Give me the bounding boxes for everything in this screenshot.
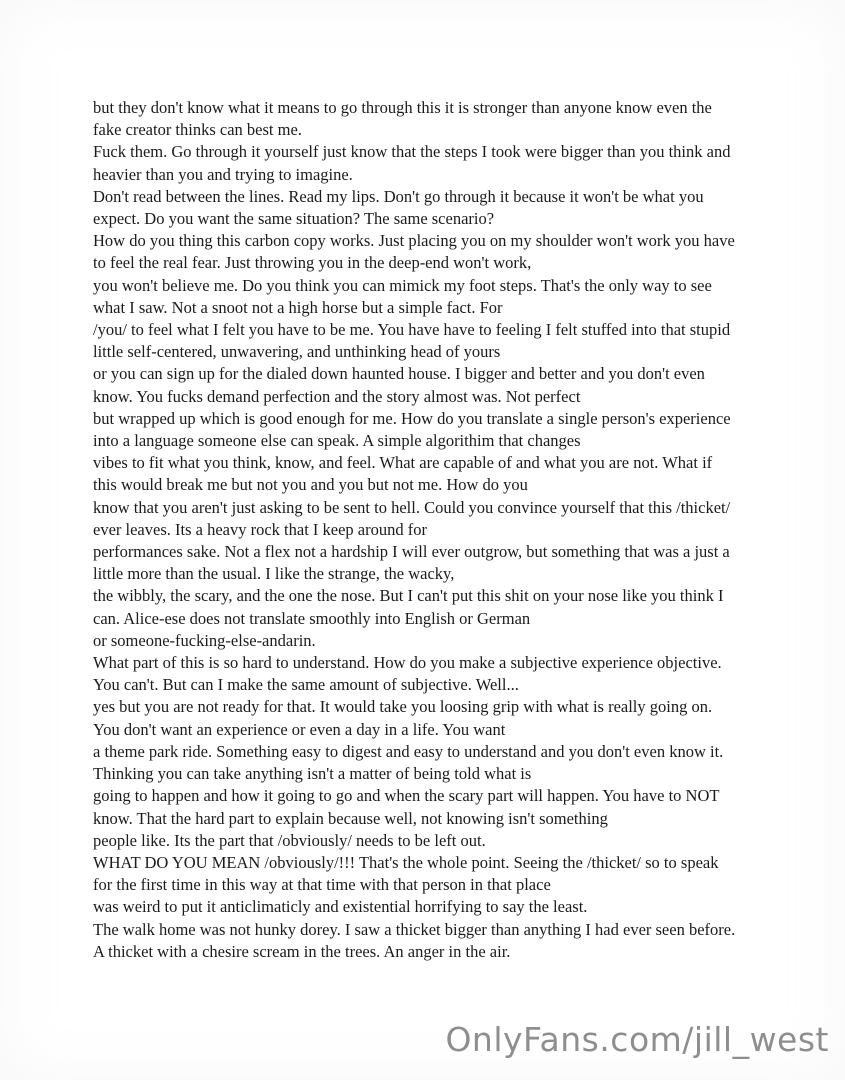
text-line: You don't want an experience or even a day in a life. You want	[93, 719, 506, 739]
text-line: Thinking you can take anything isn't a matter of being told what is	[93, 764, 532, 784]
text-line: what I saw. Not a snoot not a high horse but a simple fact. For	[93, 297, 503, 317]
text-line: Fuck them. Go through it yourself just know that the steps I took were bigger than you think and	[93, 142, 731, 162]
text-line: WHAT DO YOU MEAN /obviously/!!! That's the whole point. Seeing the /thicket/ so to speak	[93, 852, 719, 872]
text-line: know. That the hard part to explain because well, not knowing isn't something	[93, 808, 608, 828]
text-line: /you/ to feel what I felt you have to be me. You have have to feeling I felt stuffed into that stupid	[93, 320, 731, 340]
text-line: ever leaves. Its a heavy rock that I keep around for	[93, 519, 427, 539]
text-line: You can't. But can I make the same amount of subjective. Well...	[93, 675, 519, 695]
text-line: How do you thing this carbon copy works. Just placing you on my shoulder won't work you have	[93, 231, 735, 251]
text-line: little self-centered, unwavering, and unthinking head of yours	[93, 342, 501, 362]
text-line: this would break me but not you and you but not me. How do you	[93, 475, 528, 495]
text-line: a theme park ride. Something easy to digest and easy to understand and you don't even know it.	[93, 741, 724, 761]
text-line: Don't read between the lines. Read my lips. Don't go through it because it won't be what you	[93, 186, 704, 206]
text-line: into a language someone else can speak. A simple algorithim that changes	[93, 431, 581, 451]
text-line: A thicket with a chesire scream in the trees. An anger in the air.	[93, 941, 511, 961]
text-line: going to happen and how it going to go and when the scary part will happen. You have to NOT	[93, 786, 720, 806]
text-line: The walk home was not hunky dorey. I saw a thicket bigger than anything I had ever seen before.	[93, 919, 736, 939]
text-line: you won't believe me. Do you think you can mimick my foot steps. That's the only way to see	[93, 275, 712, 295]
text-line: yes but you are not ready for that. It would take you loosing grip with what is really going on.	[93, 697, 713, 717]
body-text	[93, 97, 765, 963]
text-line: for the first time in this way at that time with that person in that place	[93, 875, 551, 895]
text-line: can. Alice-ese does not translate smoothly into English or German	[93, 608, 531, 628]
text-line: people like. Its the part that /obviously/ needs to be left out.	[93, 830, 486, 850]
text-line: know that you aren't just asking to be sent to hell. Could you convince yourself that this /thicket/	[93, 497, 731, 517]
text-line: expect. Do you want the same situation? The same scenario?	[93, 209, 495, 229]
text-line: but they don't know what it means to go through this it is stronger than anyone know even the	[93, 98, 712, 117]
text-line: to feel the real fear. Just throwing you in the deep-end won't work,	[93, 253, 532, 273]
text-line: was weird to put it anticlimaticly and existential horrifying to say the least.	[93, 897, 588, 917]
text-line: the wibbly, the scary, and the one the nose. But I can't put this shit on your nose like you think I	[93, 586, 724, 606]
text-line: know. You fucks demand perfection and the story almost was. Not perfect	[93, 386, 581, 406]
text-line: heavier than you and trying to imagine.	[93, 164, 353, 184]
text-line: or someone-fucking-else-andarin.	[93, 630, 316, 650]
text-line: performances sake. Not a flex not a hardship I will ever outgrow, but something that was a just a	[93, 542, 730, 562]
watermark-text: OnlyFans.com/jill_west	[445, 1020, 829, 1059]
text-line: fake creator thinks can best me.	[93, 120, 302, 140]
text-line: vibes to fit what you think, know, and feel. What are capable of and what you are not. What if	[93, 453, 713, 473]
text-line: little more than the usual. I like the strange, the wacky,	[93, 564, 455, 584]
text-line: but wrapped up which is good enough for me. How do you translate a single person's experience	[93, 408, 731, 428]
text-line: or you can sign up for the dialed down haunted house. I bigger and better and you don't even	[93, 364, 705, 384]
text-line: What part of this is so hard to understand. How do you make a subjective experience objective.	[93, 653, 722, 673]
